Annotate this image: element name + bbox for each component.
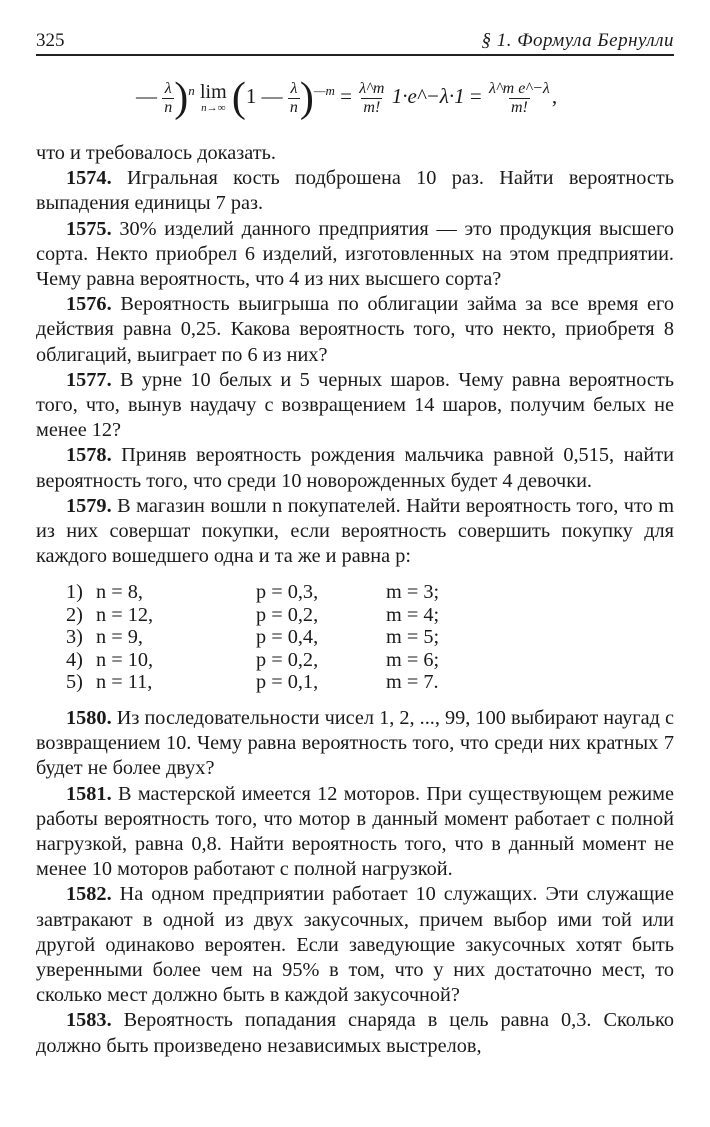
option-label: 4) xyxy=(66,648,83,671)
lim-word: lim xyxy=(200,81,227,103)
limit xyxy=(200,82,227,114)
problem-1576 xyxy=(36,292,674,368)
option-row xyxy=(66,671,674,694)
option-p: p = 0,2, xyxy=(256,603,319,626)
problem-1575 xyxy=(36,217,674,293)
option-p: p = 0,1, xyxy=(256,671,319,694)
option-m: m = 4; xyxy=(386,603,440,626)
problem-1579 xyxy=(36,494,674,570)
option-n: n = 12, xyxy=(96,603,154,626)
fraction-lambda-n-2 xyxy=(288,80,300,117)
option-row xyxy=(66,581,674,604)
problem-number: 1576. xyxy=(66,293,112,316)
problem-number: 1579. xyxy=(66,494,112,517)
option-n: n = 8, xyxy=(96,581,143,604)
option-label: 5) xyxy=(66,671,83,694)
option-p: p = 0,4, xyxy=(256,626,319,649)
problem-1582 xyxy=(36,882,674,1008)
fraction-lambda-m xyxy=(357,80,386,117)
frac-den: n xyxy=(164,98,173,116)
problem-text: В мастерской имеется 12 моторов. При существующем режиме работы вероятность того, что мотор в данный момент работает с полной нагрузкой, равна 0,8. Найти вероятность того, что в данный момент не менее 10 моторов работают с полной нагрузкой. xyxy=(36,782,674,881)
frac-den: m! xyxy=(363,98,381,116)
paragraph-conclusion xyxy=(36,141,674,166)
problem-text: В урне 10 белых и 5 черных шаров. Чему равна вероятность того, что, вынув наудачу с возвращением 14 шаров, получим белых не менее 12? xyxy=(36,368,674,442)
options-list xyxy=(66,581,674,694)
paren-close: ) xyxy=(174,75,189,121)
exponent-2: —m xyxy=(313,82,335,98)
page-header xyxy=(36,30,674,56)
problem-1583 xyxy=(36,1008,674,1058)
option-n: n = 9, xyxy=(96,626,143,649)
problem-text: 30% изделий данного предприятия — это продукция высшего сорта. Некто приобрел 6 изделий, изготовленных на этом предприятии. Чему равна вероятность, что 4 из них высшего сорта? xyxy=(36,217,674,291)
body-text xyxy=(36,141,674,1059)
option-m: m = 6; xyxy=(386,648,440,671)
problem-number: 1582. xyxy=(66,883,112,906)
problem-number: 1575. xyxy=(66,217,112,240)
option-label: 1) xyxy=(66,581,83,604)
one-minus: 1 — xyxy=(245,83,283,108)
problem-number: 1578. xyxy=(66,444,112,467)
problem-number: 1580. xyxy=(66,706,112,729)
problem-1581 xyxy=(36,782,674,883)
page-number: 325 xyxy=(36,30,65,51)
problem-text: Игральная кость подброшена 10 раз. Найти вероятность выпадения единицы 7 раз. xyxy=(36,167,674,215)
frac-num: λ^m xyxy=(359,79,385,97)
paren-open: ( xyxy=(231,75,246,121)
formula-comma: , xyxy=(551,83,558,108)
problem-number: 1574. xyxy=(66,167,112,190)
frac-num: λ^m e^−λ xyxy=(489,79,550,97)
formula xyxy=(36,75,674,138)
exponent: n xyxy=(188,82,195,98)
problem-number: 1583. xyxy=(66,1009,112,1032)
problem-text: Вероятность выигрыша по облигации займа за все время его действия равна 0,25. Какова вероятность того, что некто, приобретя 8 облигаций, выиграет по 6 из них? xyxy=(36,293,674,366)
running-head: § 1. Формула Бернулли xyxy=(481,30,674,51)
option-row xyxy=(66,626,674,649)
equals-2: = xyxy=(469,83,482,108)
option-label: 3) xyxy=(66,626,83,649)
problem-text: Вероятность попадания снаряда в цель равна 0,3. Сколько должно быть произведено независимых выстрелов, xyxy=(36,1009,674,1057)
frac-den: m! xyxy=(510,98,528,116)
fraction-result xyxy=(487,80,552,117)
frac-num: λ xyxy=(290,79,298,97)
formula-lead: — xyxy=(136,83,157,108)
fraction-lambda-n xyxy=(162,80,174,117)
problem-1577 xyxy=(36,368,674,444)
option-n: n = 10, xyxy=(96,648,154,671)
problem-1578 xyxy=(36,443,674,493)
option-m: m = 3; xyxy=(386,581,440,604)
option-m: m = 7. xyxy=(386,671,439,694)
paren-close-2: ) xyxy=(299,75,314,121)
option-n: n = 11, xyxy=(96,671,153,694)
frac-den: n xyxy=(289,98,298,116)
option-row xyxy=(66,604,674,627)
option-label: 2) xyxy=(66,603,83,626)
option-p: p = 0,2, xyxy=(256,648,319,671)
problem-text: В магазин вошли n покупателей. Найти вероятность того, что m из них совершат покупки, если вероятность совершить покупку для каждого вошедшего одна и та же и равна p: xyxy=(36,494,674,568)
lim-sub: n→∞ xyxy=(201,102,226,114)
problem-text: Из последовательности чисел 1, 2, ..., 99, 100 выбирают наугад с возвращением 10. Чему равна вероятность того, что среди них кратных 7 будет не более двух? xyxy=(36,706,674,780)
problem-number: 1581. xyxy=(66,782,112,805)
product-term: 1·e^−λ·1 xyxy=(391,83,465,108)
option-m: m = 5; xyxy=(386,626,440,649)
frac-num: λ xyxy=(164,79,172,97)
problem-1574 xyxy=(36,166,674,216)
problem-number: 1577. xyxy=(66,368,112,391)
option-row xyxy=(66,649,674,672)
paragraph-text: что и требовалось доказать. xyxy=(36,142,276,164)
problem-1580 xyxy=(36,706,674,782)
problem-text: Приняв вероятность рождения мальчика равной 0,515, найти вероятность того, что среди 10 новорожденных будет 4 девочки. xyxy=(36,444,675,492)
problem-text: На одном предприятии работает 10 служащих. Эти служащие завтракают в одной из двух закусочных, причем выбор ими той или другой одинаково вероятен. Если заведующие закусочных хотят быть уверенными более чем на 95% в том, что у них достаточно мест, то сколько мест должно быть в каждой закусочной? xyxy=(36,883,674,1007)
equals: = xyxy=(340,83,352,108)
option-p: p = 0,3, xyxy=(256,581,319,604)
